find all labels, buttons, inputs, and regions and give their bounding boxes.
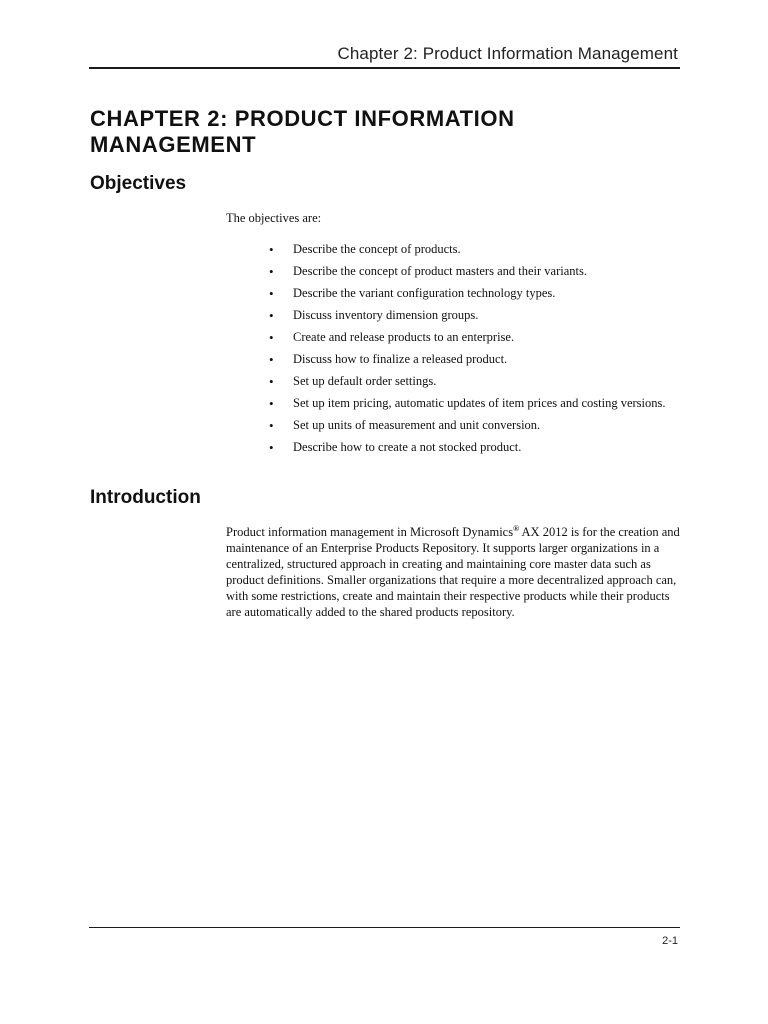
list-item-text: Describe the concept of products. xyxy=(293,242,461,256)
list-item-text: Discuss inventory dimension groups. xyxy=(293,308,479,322)
bullet: • xyxy=(269,242,274,257)
list-item-text: Set up default order settings. xyxy=(293,374,437,388)
list-item xyxy=(226,374,666,389)
bullet: • xyxy=(269,374,274,389)
footer-divider xyxy=(89,927,680,928)
list-item-text: Describe the variant configuration technology types. xyxy=(293,286,556,300)
list-item xyxy=(226,330,666,345)
objectives-intro: The objectives are: xyxy=(226,211,322,225)
chapter-title: CHAPTER 2: PRODUCT INFORMATION MANAGEMENT xyxy=(90,106,515,157)
header-divider xyxy=(89,67,680,69)
bullet: • xyxy=(269,330,274,345)
list-item-text: Create and release products to an enterprise. xyxy=(293,330,515,344)
list-item xyxy=(226,308,666,323)
list-item-text: Discuss how to finalize a released product. xyxy=(293,352,508,366)
bullet: • xyxy=(269,396,274,411)
list-item xyxy=(226,242,666,257)
page-number: 2-1 xyxy=(662,935,678,947)
objectives-heading: Objectives xyxy=(90,173,187,194)
introduction-heading: Introduction xyxy=(90,487,201,508)
bullet: • xyxy=(269,418,274,433)
bullet: • xyxy=(269,308,274,323)
list-item xyxy=(226,396,666,411)
objectives-list xyxy=(226,242,666,462)
bullet: • xyxy=(269,440,274,455)
list-item-text: Set up item pricing, automatic updates of item prices and costing versions. xyxy=(293,396,666,410)
introduction-paragraph xyxy=(226,524,681,620)
bullet: • xyxy=(269,286,274,301)
list-item-text: Describe how to create a not stocked product. xyxy=(293,440,522,454)
list-item xyxy=(226,286,666,301)
list-item xyxy=(226,440,666,455)
paragraph-text-start: Product information management in Microsoft Dynamics xyxy=(226,525,514,539)
list-item-text: Set up units of measurement and unit conversion. xyxy=(293,418,541,432)
list-item xyxy=(226,418,666,433)
list-item xyxy=(226,264,666,279)
paragraph-text-end: AX 2012 is for the creation and maintenance of an Enterprise Products Repository. It supports larger organizations in a centralized, structured approach in creating and maintaining core master data such as product definitions. Smaller organizations that require a more decentralized approach can, with some restrictions, create and maintain their respective products while their products are automatically added to the shared products repository. xyxy=(226,525,680,619)
bullet: • xyxy=(269,264,274,279)
bullet: • xyxy=(269,352,274,367)
running-header: Chapter 2: Product Information Management xyxy=(337,44,678,63)
list-item-text: Describe the concept of product masters and their variants. xyxy=(293,264,587,278)
registered-mark: ® xyxy=(513,524,520,533)
list-item xyxy=(226,352,666,367)
